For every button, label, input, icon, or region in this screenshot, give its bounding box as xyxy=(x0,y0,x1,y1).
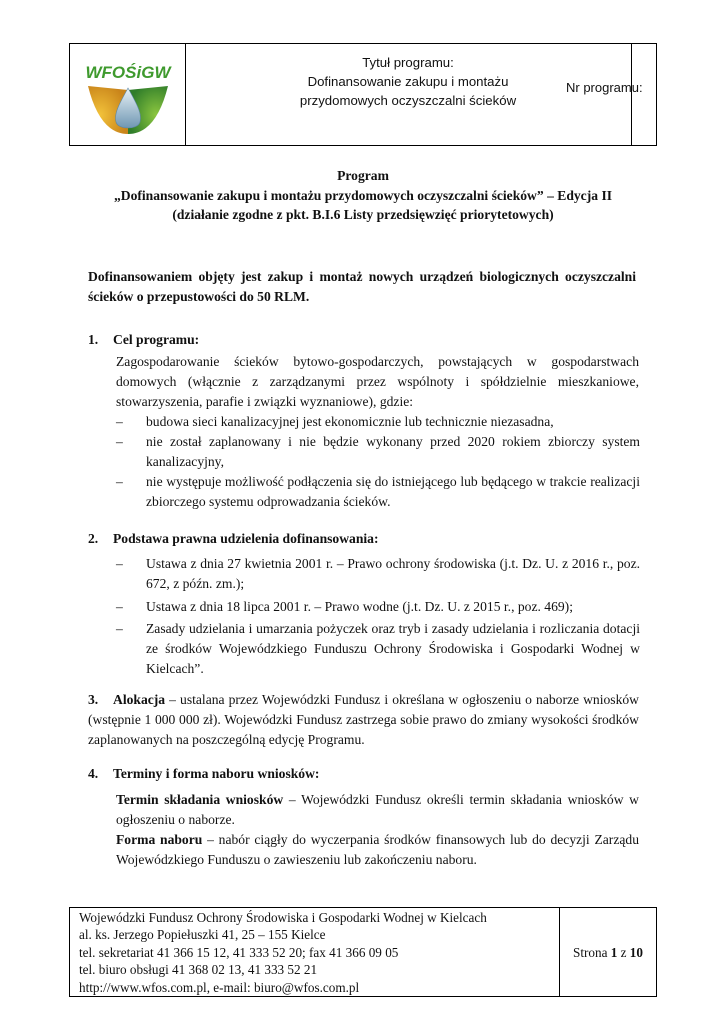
section-1-heading xyxy=(88,332,199,348)
dash-bullet: – xyxy=(116,414,123,429)
program-title-label: Tytuł programu: xyxy=(362,55,454,70)
section-number: 2. xyxy=(88,531,99,546)
dash-bullet: – xyxy=(116,621,123,636)
footer-address xyxy=(70,908,560,996)
footer-line: al. ks. Jerzego Popiełuszki 41, 25 – 155 Kielce xyxy=(79,927,326,943)
program-title-cell xyxy=(185,44,632,145)
intro-paragraph: Dofinansowaniem objęty jest zakup i montaż nowych urządzeń biologicznych oczyszczalni ścieków o przepustowości do 50 RLM. xyxy=(88,269,636,304)
program-title-line: Dofinansowanie zakupu i montażu xyxy=(307,74,509,89)
logo-cell xyxy=(70,44,186,145)
footer-line: tel. biuro obsługi 41 368 02 13, 41 333 52 21 xyxy=(79,962,318,978)
page-current: 1 xyxy=(610,945,618,960)
section-4-term xyxy=(116,790,639,830)
section-2-heading xyxy=(88,531,379,547)
footer-table xyxy=(69,907,657,997)
form-text: – nabór ciągły do wyczerpania środków finansowych lub do decyzji Zarządu Wojewódzkiego Funduszu o zawieszeniu lub zakończeniu naboru. xyxy=(116,832,639,867)
term-label: Termin składania wniosków xyxy=(116,792,284,807)
section-title: Cel programu: xyxy=(113,332,200,347)
form-label: Forma naboru xyxy=(116,832,203,847)
list-item-text: nie został zaplanowany i nie będzie wykonany przed 2020 rokiem zbiorczy system kanalizacyjny, xyxy=(146,434,640,469)
section-4-form xyxy=(116,830,639,870)
section-4-heading xyxy=(88,766,319,782)
section-title: Terminy i forma naboru wniosków: xyxy=(113,766,320,781)
document-title xyxy=(69,166,657,225)
term-text: – Wojewódzki Fundusz określi termin składania wniosków w ogłoszeniu o naborze. xyxy=(116,792,639,827)
section-number: 1. xyxy=(88,332,99,347)
program-number-label: Nr programu: xyxy=(566,80,643,95)
title-line: Program xyxy=(337,168,389,183)
page-sep: z xyxy=(620,945,627,960)
dash-bullet: – xyxy=(116,599,123,614)
section-number: 4. xyxy=(88,766,99,781)
footer-line: Wojewódzki Fundusz Ochrony Środowiska i Gospodarki Wodnej w Kielcach xyxy=(79,910,487,925)
section-number: 3. xyxy=(88,692,99,707)
section-1-body: Zagospodarowanie ścieków bytowo-gospodarczych, powstających w gospodarstwach domowych (włącznie z zarządzanymi przez wspólnoty i spółdzielnie mieszkaniowe, stowarzyszenia, parafie i związki wyznaniowe), gdzie: xyxy=(116,354,639,409)
section-title: Podstawa prawna udzielenia dofinansowania: xyxy=(113,531,379,546)
page-total: 10 xyxy=(629,945,643,960)
footer-line: tel. sekretariat 41 366 15 12, 41 333 52 20; fax 41 366 09 05 xyxy=(79,944,399,960)
list-item-text: Ustawa z dnia 18 lipca 2001 r. – Prawo wodne (j.t. Dz. U. z 2015 r., poz. 469); xyxy=(146,599,573,614)
footer-line: http://www.wfos.com.pl, e-mail: biuro@wfos.com.pl xyxy=(79,979,360,995)
wfosigw-logo xyxy=(78,56,178,136)
section-title: Alokacja xyxy=(113,692,166,707)
logo-text: WFOŚiGW xyxy=(85,63,171,82)
page-label: Strona xyxy=(573,945,608,960)
page-counter xyxy=(560,908,656,996)
dash-bullet: – xyxy=(116,434,123,449)
program-title-line: przydomowych oczyszczalni ścieków xyxy=(299,93,517,108)
dash-bullet: – xyxy=(116,474,123,489)
section-3-body: – ustalana przez Wojewódzki Fundusz i określana w ogłoszeniu o naborze wniosków (wstępnie 1 000 000 zł). Wojewódzki Fundusz zastrzega sobie prawo do zmiany wysokości środków zaplanowanych na poszczególną edycję Programu. xyxy=(88,692,639,747)
list-item-text: Ustawa z dnia 27 kwietnia 2001 r. – Prawo ochrony środowiska (j.t. Dz. U. z 2016 r., poz. 672, z późn. zm.); xyxy=(146,556,640,591)
list-item-text: nie występuje możliwość podłączenia się do istniejącego lub będącego w trakcie realizacji zbiorczego systemu odprowadzania ścieków. xyxy=(146,474,640,509)
dash-bullet: – xyxy=(116,556,123,571)
list-item-text: Zasady udzielania i umarzania pożyczek oraz tryb i zasady udzielania i rozliczania dotacji ze środków Wojewódzkiego Funduszu Ochrony Środowiska i Gospodarki Wodnej w Kielcach”. xyxy=(146,621,640,676)
list-item-text: budowa sieci kanalizacyjnej jest ekonomicznie lub technicznie niezasadna, xyxy=(146,414,554,429)
title-line: „Dofinansowanie zakupu i montażu przydomowych oczyszczalni ścieków” – Edycja II xyxy=(113,187,613,203)
section-3 xyxy=(88,690,639,750)
title-line: (działanie zgodne z pkt. B.I.6 Listy przedsięwzięć priorytetowych) xyxy=(172,207,554,222)
